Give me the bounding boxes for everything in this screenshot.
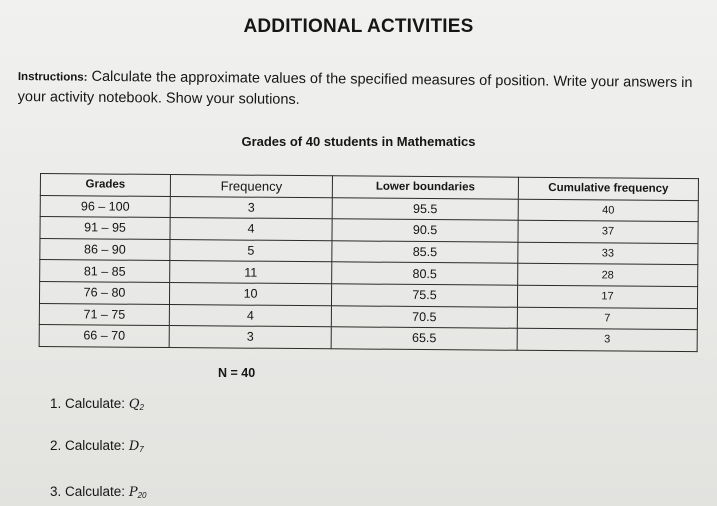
cell-cumulative-frequency: 17 bbox=[517, 285, 697, 308]
question-number: 1. bbox=[50, 396, 62, 411]
cell-cumulative-frequency: 37 bbox=[518, 220, 698, 243]
question-symbol: D bbox=[128, 439, 140, 454]
cell-lower-boundary: 95.5 bbox=[332, 197, 518, 220]
cell-frequency: 3 bbox=[169, 326, 331, 349]
header-frequency: Frequency bbox=[170, 175, 332, 198]
cell-lower-boundary: 85.5 bbox=[332, 241, 518, 264]
header-lower-boundaries: Lower boundaries bbox=[332, 176, 518, 199]
question-subscript: 20 bbox=[137, 491, 147, 500]
cell-cumulative-frequency: 3 bbox=[517, 328, 697, 351]
question-label: Calculate: bbox=[65, 396, 126, 411]
question-number: 2. bbox=[50, 438, 62, 453]
cell-cumulative-frequency: 33 bbox=[518, 242, 698, 265]
cell-frequency: 4 bbox=[170, 218, 332, 241]
cell-frequency: 11 bbox=[170, 261, 332, 284]
cell-cumulative-frequency: 40 bbox=[518, 199, 698, 222]
cell-cumulative-frequency: 28 bbox=[518, 264, 698, 287]
question-symbol: Q bbox=[128, 397, 140, 412]
cell-lower-boundary: 80.5 bbox=[332, 262, 518, 285]
cell-frequency: 5 bbox=[170, 239, 332, 262]
cell-grades: 81 – 85 bbox=[40, 260, 170, 283]
cell-grades: 76 – 80 bbox=[39, 281, 169, 304]
cell-lower-boundary: 65.5 bbox=[331, 327, 517, 350]
question-1 bbox=[50, 396, 144, 412]
header-grades: Grades bbox=[40, 174, 170, 197]
cell-grades: 71 – 75 bbox=[39, 303, 169, 326]
table-row bbox=[39, 325, 697, 352]
cell-grades: 96 – 100 bbox=[40, 195, 170, 218]
question-3 bbox=[50, 484, 147, 500]
cell-frequency: 3 bbox=[170, 196, 332, 219]
page-title: ADDITIONAL ACTIVITIES bbox=[243, 16, 474, 37]
header-cumulative-frequency: Cumulative frequency bbox=[518, 177, 698, 200]
total-count: N = 40 bbox=[218, 366, 256, 380]
cell-frequency: 10 bbox=[169, 282, 331, 305]
cell-grades: 91 – 95 bbox=[40, 217, 170, 240]
cell-lower-boundary: 70.5 bbox=[331, 305, 517, 328]
cell-frequency: 4 bbox=[169, 304, 331, 327]
grades-table bbox=[39, 173, 699, 352]
question-subscript: 2 bbox=[139, 403, 144, 412]
question-label: Calculate: bbox=[65, 438, 126, 453]
instructions bbox=[18, 66, 698, 114]
instructions-lead: Instructions: bbox=[17, 70, 88, 84]
question-subscript: 7 bbox=[139, 445, 144, 454]
question-symbol: P bbox=[128, 485, 138, 500]
cell-lower-boundary: 75.5 bbox=[331, 284, 517, 307]
cell-grades: 86 – 90 bbox=[40, 238, 170, 261]
cell-grades: 66 – 70 bbox=[39, 325, 169, 348]
question-label: Calculate: bbox=[65, 484, 126, 499]
cell-cumulative-frequency: 7 bbox=[517, 307, 697, 330]
question-number: 3. bbox=[50, 484, 62, 499]
cell-lower-boundary: 90.5 bbox=[332, 219, 518, 242]
table-title: Grades of 40 students in Mathematics bbox=[241, 134, 476, 149]
instructions-text: Calculate the approximate values of the specified measures of position. Write your answers in your activity notebook. Show your solutions. bbox=[17, 68, 693, 108]
grades-table-wrapper bbox=[39, 173, 698, 352]
question-2 bbox=[50, 438, 144, 454]
